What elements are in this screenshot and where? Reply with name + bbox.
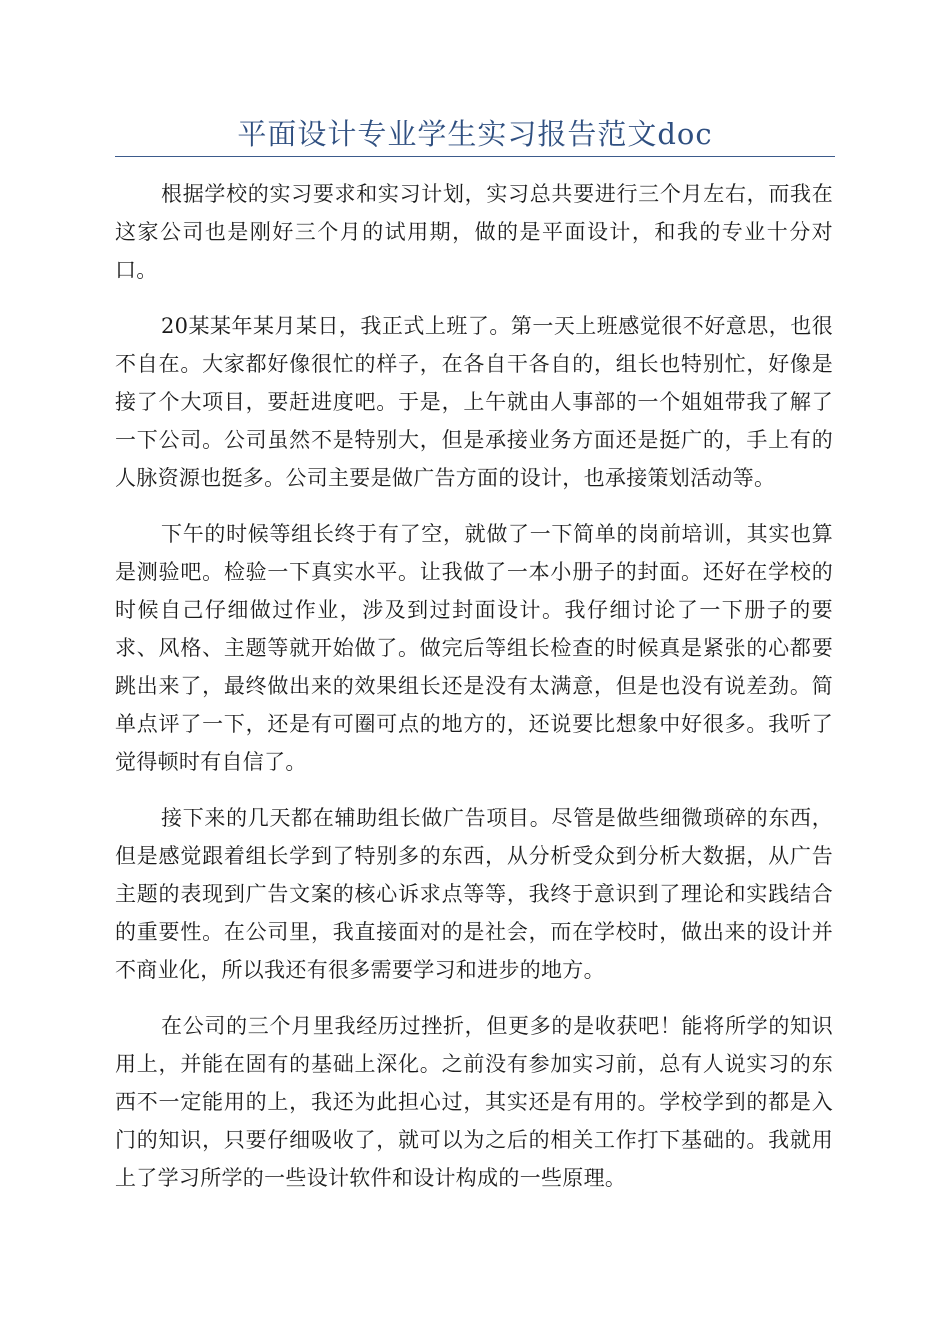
paragraph: 接下来的几天都在辅助组长做广告项目。尽管是做些细微琐碎的东西，但是感觉跟着组长学到了特别多的东西，从分析受众到分析大数据，从广告主题的表现到广告文案的核心诉求点等等，我终于意识到了理论和实践结合的重要性。在公司里，我直接面对的是社会，而在学校时，做出来的设计并不商业化，所以我还有很多需要学习和进步的地方。: [115, 806, 833, 982]
title-block: [115, 112, 835, 157]
document-body: [115, 175, 833, 1215]
paragraph: 20某某年某月某日，我正式上班了。第一天上班感觉很不好意思，也很不自在。大家都好像很忙的样子，在各自干各自的，组长也特别忙，好像是接了个大项目，要赶进度吧。于是，上午就由人事部的一个姐姐带我了解了一下公司。公司虽然不是特别大，但是承接业务方面还是挺广的，手上有的人脉资源也挺多。公司主要是做广告方面的设计，也承接策划活动等。: [115, 314, 833, 490]
paragraph: 下午的时候等组长终于有了空，就做了一下简单的岗前培训，其实也算是测验吧。检验一下真实水平。让我做了一本小册子的封面。还好在学校的时候自己仔细做过作业，涉及到过封面设计。我仔细讨论了一下册子的要求、风格、主题等就开始做了。做完后等组长检查的时候真是紧张的心都要跳出来了，最终做出来的效果组长还是没有太满意，但是也没有说差劲。简单点评了一下，还是有可圈可点的地方的，还说要比想象中好很多。我听了觉得顿时有自信了。: [115, 522, 833, 774]
page-title: 平面设计专业学生实习报告范文doc: [237, 117, 713, 151]
paragraph: 根据学校的实习要求和实习计划，实习总共要进行三个月左右，而我在这家公司也是刚好三个月的试用期，做的是平面设计，和我的专业十分对口。: [115, 182, 833, 282]
paragraph: 在公司的三个月里我经历过挫折，但更多的是收获吧！能将所学的知识用上，并能在固有的基础上深化。之前没有参加实习前，总有人说实习的东西不一定能用的上，我还为此担心过，其实还是有用的。学校学到的都是入门的知识，只要仔细吸收了，就可以为之后的相关工作打下基础的。我就用上了学习所学的一些设计软件和设计构成的一些原理。: [115, 1014, 833, 1190]
